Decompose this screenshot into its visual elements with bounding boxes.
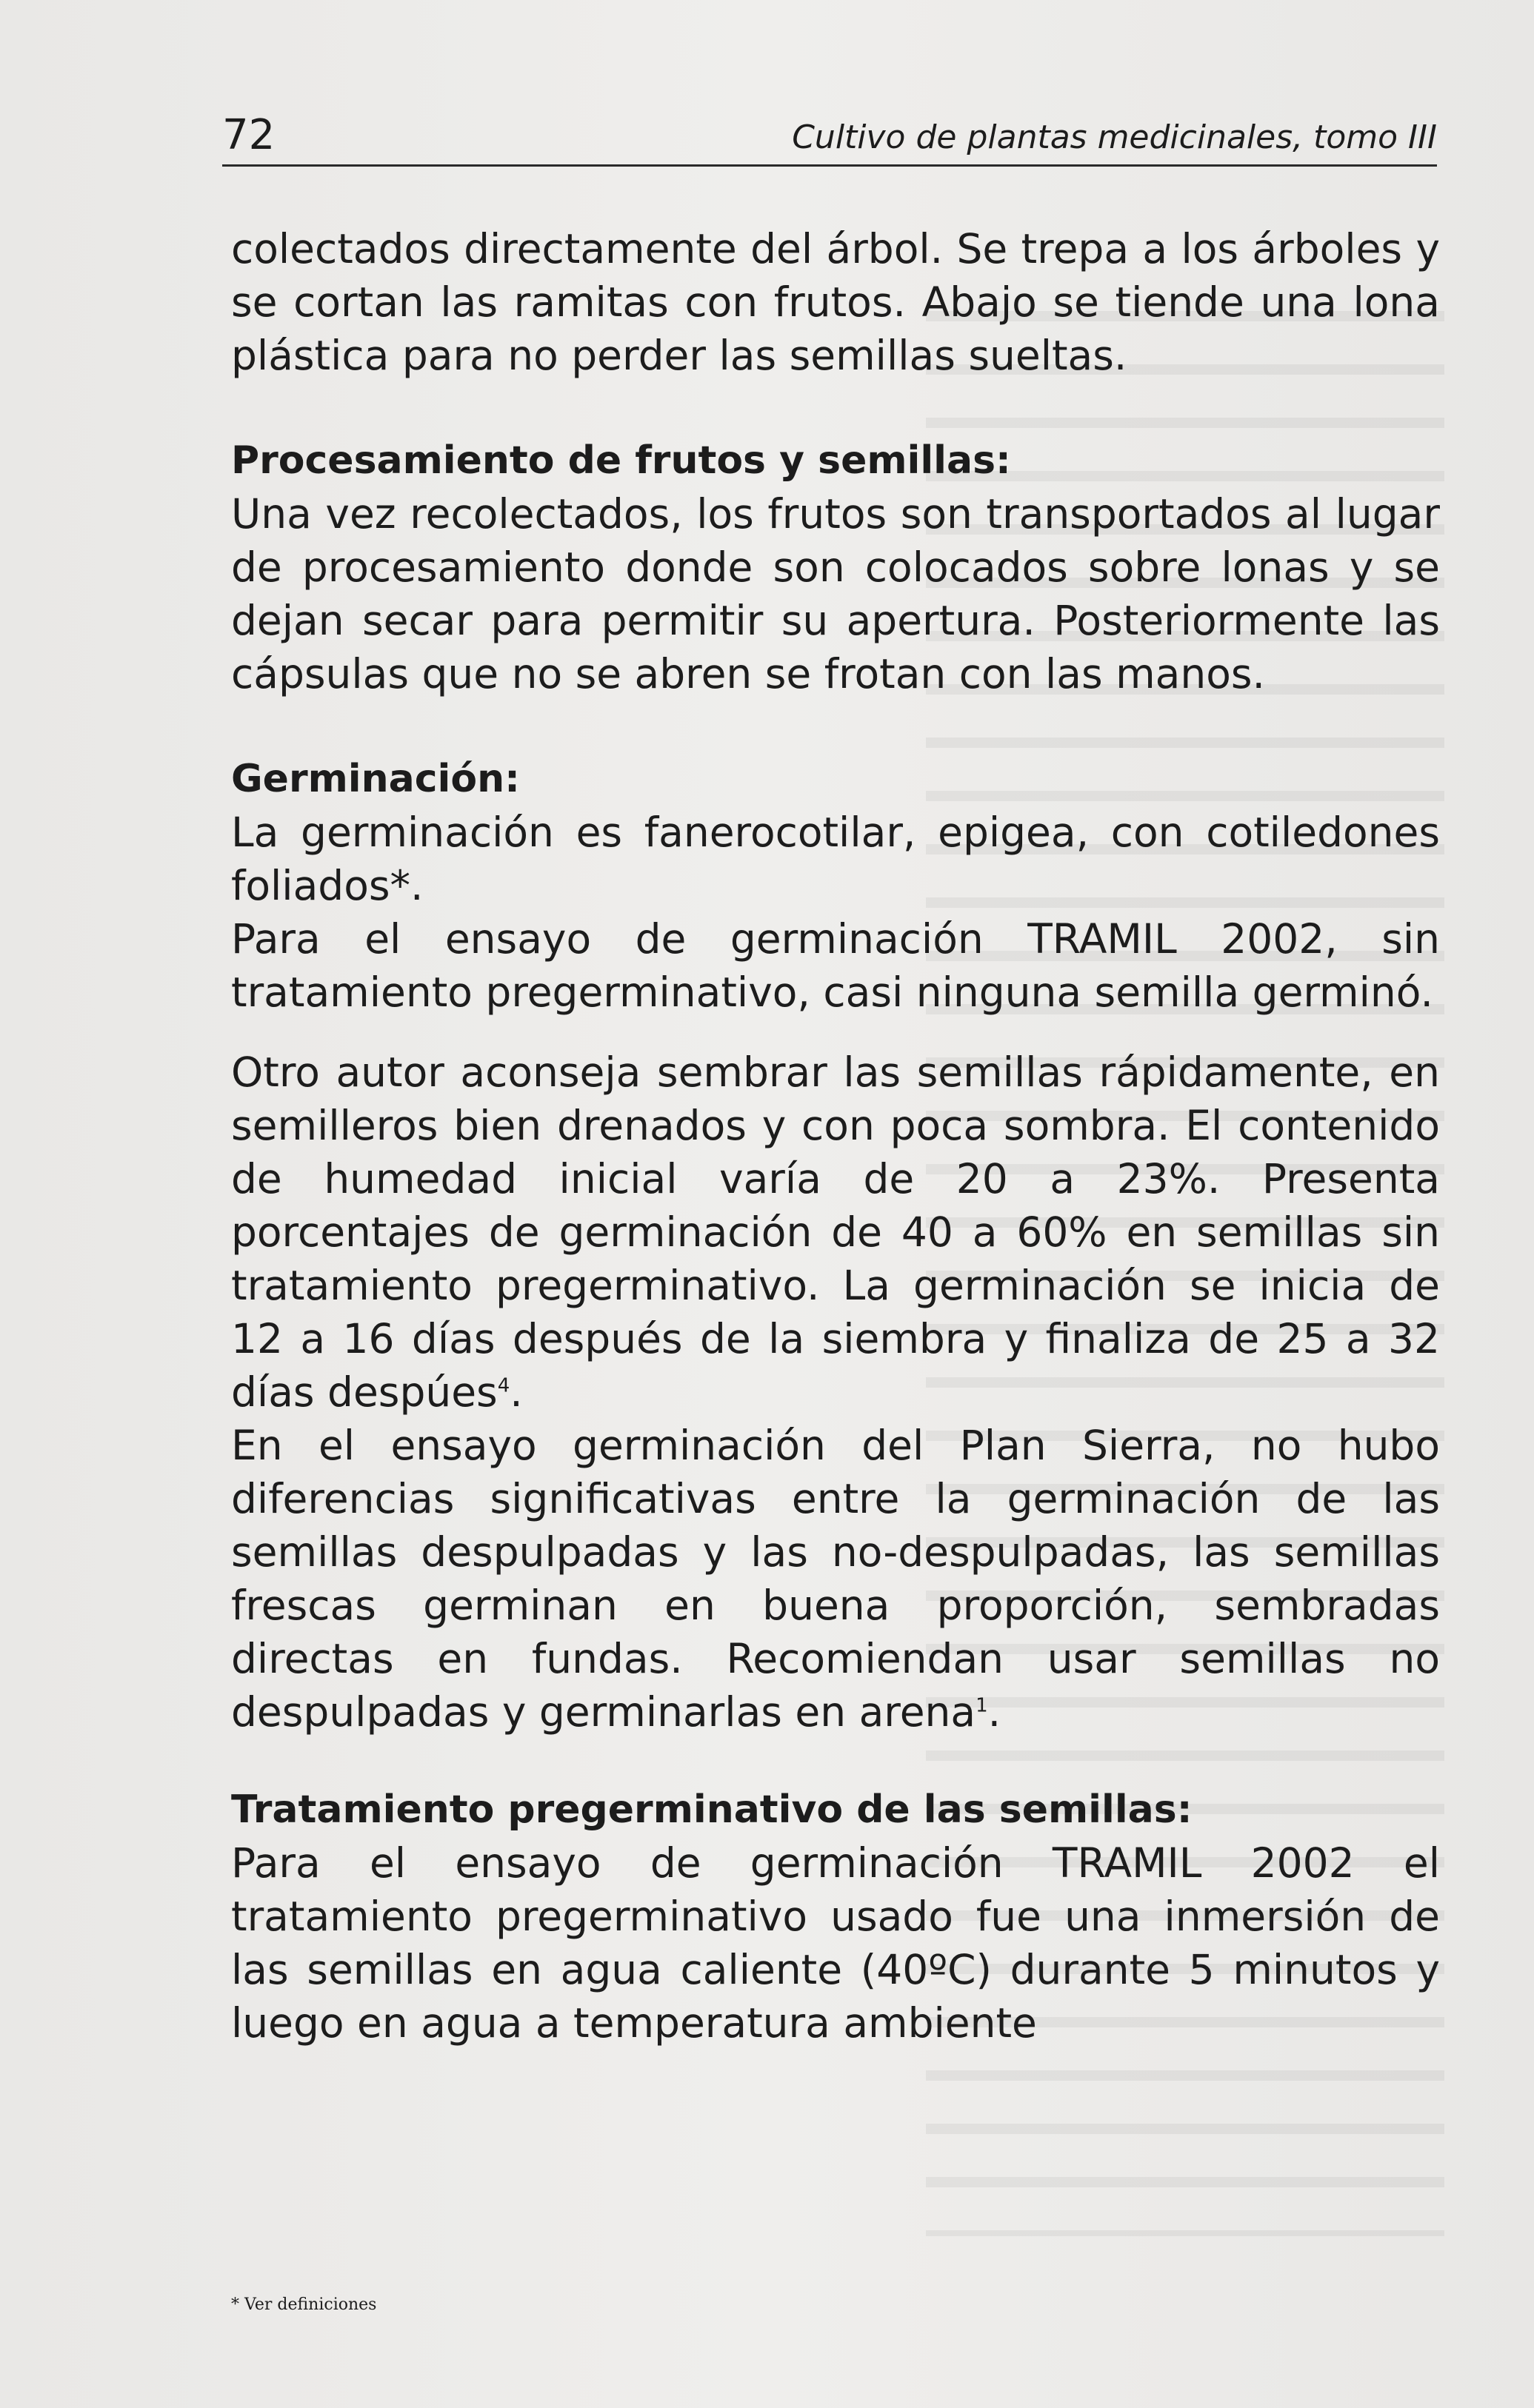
section-heading-germinacion: Germinación: bbox=[231, 757, 520, 801]
germinacion-p3-text: Otro autor aconseja sembrar las semillas rápidamente, en semilleros bien drenados y con poca sombra. El contenido de humedad inicial varía de 20 a 23%. Presenta porcentajes de germinación de 40 a 60% en semillas sin tratamiento pregerminativo. La germinación se inicia de 12 a 16 días después de la siembra y finaliza de 25 a 32 días despúes bbox=[231, 1049, 1440, 1416]
germinacion-paragraph-2: Para el ensayo de germinación TRAMIL 2002, sin tratamiento pregerminativo, casi ninguna semilla germinó. bbox=[231, 915, 1440, 1016]
germinacion-p3-end: . bbox=[510, 1368, 523, 1416]
section-heading-procesamiento: Procesamiento de frutos y semillas: bbox=[231, 438, 1011, 483]
procesamiento-paragraph: Una vez recolectados, los frutos son transportados al lugar de procesamiento donde son colocados sobre lonas y se dejan secar para permitir su apertura. Posteriormente las cápsulas que no se abren se frotan con las manos. bbox=[231, 490, 1440, 698]
germinacion-paragraph-1: La germinación es fanerocotilar, epigea, con cotiledones foliados*. bbox=[231, 809, 1440, 909]
footnote: * Ver definiciones bbox=[231, 2295, 377, 2314]
tratamiento-paragraph: Para el ensayo de germinación TRAMIL 2002 el tratamiento pregerminativo usado fue una inmersión de las semillas en agua caliente (40ºC) durante 5 minutos y luego en agua a temperatura ambiente bbox=[231, 1839, 1440, 2047]
running-title: Cultivo de plantas medicinales, tomo III bbox=[792, 118, 1437, 156]
germinacion-p4-end: . bbox=[987, 1688, 1001, 1736]
intro-paragraph: colectados directamente del árbol. Se trepa a los árboles y se cortan las ramitas con frutos. Abajo se tiende una lona plástica para no perder las semillas sueltas. bbox=[231, 225, 1440, 379]
page-number: 72 bbox=[222, 111, 276, 159]
page-header bbox=[222, 113, 1437, 167]
section-heading-tratamiento: Tratamiento pregerminativo de las semillas: bbox=[231, 1787, 1193, 1832]
germinacion-paragraph-3 bbox=[231, 1046, 1440, 1419]
reference-1: 1 bbox=[976, 1694, 988, 1717]
germinacion-p4-text: En el ensayo germinación del Plan Sierra, no hubo diferencias significativas entre la germinación de las semillas despulpadas y las no-despulpadas, las semillas frescas germinan en buena proporción, sembradas directas en fundas. Recomiendan usar semillas no despulpadas y germinarlas en arena bbox=[231, 1422, 1440, 1736]
page-body bbox=[231, 222, 1440, 2050]
reference-4: 4 bbox=[497, 1374, 510, 1397]
germinacion-paragraph-4 bbox=[231, 1419, 1440, 1739]
